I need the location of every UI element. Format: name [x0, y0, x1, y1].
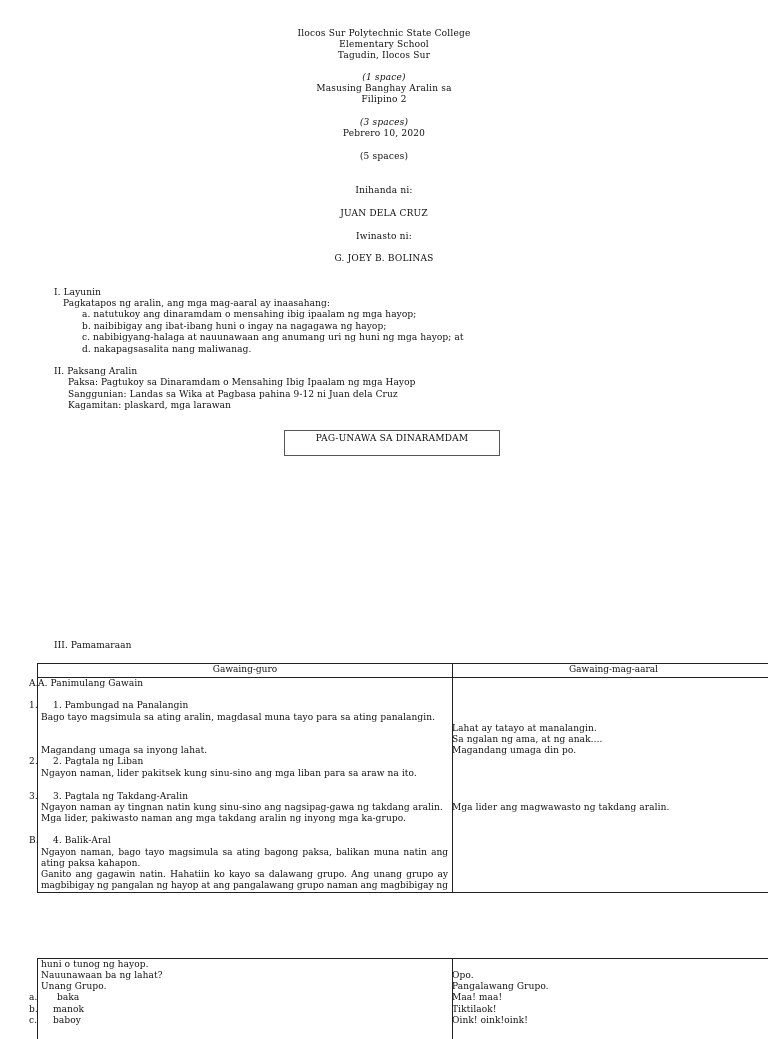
school-location: Tagudin, Ilocos Sur [337, 51, 431, 61]
sanggunian-line: Sanggunian: Landas sa Wika at Pagbasa pahina 9-12 ni Juan dela Cruz [68, 390, 398, 400]
guro-line: Ngayon naman, lider pakitsek kung sinu-sino ang mga liban para sa araw na ito. [41, 769, 417, 779]
spacing-note-1: (1 space) [362, 73, 406, 83]
aaral-line: Mga lider ang magwawasto ng takdang aralin. [452, 803, 670, 813]
column-divider [452, 664, 453, 892]
kagamitan-line: Kagamitan: plaskard, mga larawan [68, 401, 232, 411]
layunin-item: d. nakapagsasalita nang maliwanag. [82, 345, 252, 355]
aaral-line: Pangalawang Grupo. [452, 982, 549, 992]
checked-by-label: Iwinasto ni: [356, 232, 412, 242]
paksang-aralin-heading: II. Paksang Aralin [54, 367, 138, 377]
guro-line: 3. Pagtala ng Takdang-Aralin [53, 792, 189, 802]
margin-label: 1. [29, 701, 38, 711]
guro-line: Magandang umaga sa inyong lahat. [41, 746, 208, 756]
pamamaraan-heading: III. Pamamaraan [54, 641, 132, 651]
lesson-title-line2: Filipino 2 [361, 95, 407, 105]
aaral-line: Lahat ay tatayo at manalangin. [452, 724, 597, 734]
aaral-line: Tiktilaok! [452, 1005, 497, 1015]
col-header-guro: Gawaing-guro [212, 665, 278, 675]
lesson-title-line1: Masusing Banghay Aralin sa [316, 84, 452, 94]
guro-line: manok [53, 1005, 85, 1015]
prepared-by-name: JUAN DELA CRUZ [340, 209, 428, 219]
margin-label: a. [29, 993, 38, 1003]
title-box-text: PAG-UNAWA SA DINARAMDAM [315, 434, 469, 444]
paksa-line: Paksa: Pagtukoy sa Dinaramdam o Mensahing Ibig Ipaalam ng mga Hayop [68, 378, 416, 388]
margin-label: 2. [29, 757, 38, 767]
guro-line: 4. Balik-Aral [53, 836, 111, 846]
aaral-line: Maa! maa! [452, 993, 503, 1003]
guro-line: Mga lider, pakiwasto naman ang mga takdang aralin ng inyong mga ka-grupo. [41, 814, 407, 824]
spacing-note-5: (5 spaces) [359, 152, 409, 162]
margin-label: B. [29, 836, 39, 846]
layunin-item: b. naibibigay ang ibat-ibang huni o ingay na nagagawa ng hayop; [82, 322, 387, 332]
aaral-line: Oink! oink!oink! [452, 1016, 528, 1026]
guro-line: magbibigay ng pangalan ng hayop at ang pangalawang grupo naman ang magbibigay ng [41, 881, 448, 891]
guro-line: Bago tayo magsimula sa ating aralin, magdasal muna tayo para sa ating panalangin. [41, 713, 436, 723]
guro-line: ating paksa kahapon. [41, 859, 141, 869]
checked-by-name: G. JOEY B. BOLINAS [334, 254, 434, 264]
school-name: Elementary School [339, 40, 429, 50]
aaral-line: Magandang umaga din po. [452, 746, 577, 756]
guro-line: baka [57, 993, 80, 1003]
guro-line: baboy [53, 1016, 81, 1026]
guro-line: 1. Pambungad na Panalangin [53, 701, 189, 711]
col-header-aaral: Gawaing-mag-aaral [568, 665, 659, 675]
college-name: Ilocos Sur Polytechnic State College [297, 29, 471, 39]
title-box [284, 430, 500, 456]
guro-line: Ngayon naman, bago tayo magsimula sa ating bagong paksa, balikan muna natin ang [41, 848, 448, 858]
spacing-note-3: (3 spaces) [359, 118, 409, 128]
guro-line: 2. Pagtala ng Liban [53, 757, 144, 767]
table-header-row [38, 664, 768, 678]
guro-line: A. Panimulang Gawain [38, 679, 144, 689]
layunin-intro: Pagkatapos ng aralin, ang mga mag-aaral ay inaasahang: [63, 299, 330, 309]
aaral-line: Sa ngalan ng ama, at ng anak.... [452, 735, 603, 745]
lesson-date: Pebrero 10, 2020 [342, 129, 426, 139]
guro-line: Unang Grupo. [41, 982, 107, 992]
margin-label: A. [29, 679, 39, 689]
guro-line: Ganito ang gagawin natin. Hahatiin ko kayo sa dalawang grupo. Ang unang grupo ay [41, 870, 448, 880]
aaral-line: Opo. [452, 971, 474, 981]
layunin-heading: I. Layunin [54, 288, 101, 298]
guro-line: Nauunawaan ba ng lahat? [41, 971, 163, 981]
margin-label: b. [29, 1005, 38, 1015]
guro-line: huni o tunog ng hayop. [41, 960, 149, 970]
guro-line: Ngayon naman ay tingnan natin kung sinu-sino ang nagsipag-gawa ng takdang aralin. [41, 803, 443, 813]
layunin-item: c. nabibigyang-halaga at nauunawaan ang anumang uri ng huni ng mga hayop; at [82, 333, 464, 343]
prepared-by-label: Inihanda ni: [355, 186, 413, 196]
margin-label: c. [29, 1016, 38, 1026]
margin-label: 3. [29, 792, 38, 802]
layunin-item: a. natutukoy ang dinaramdam o mensahing ibig ipaalam ng mga hayop; [82, 310, 417, 320]
